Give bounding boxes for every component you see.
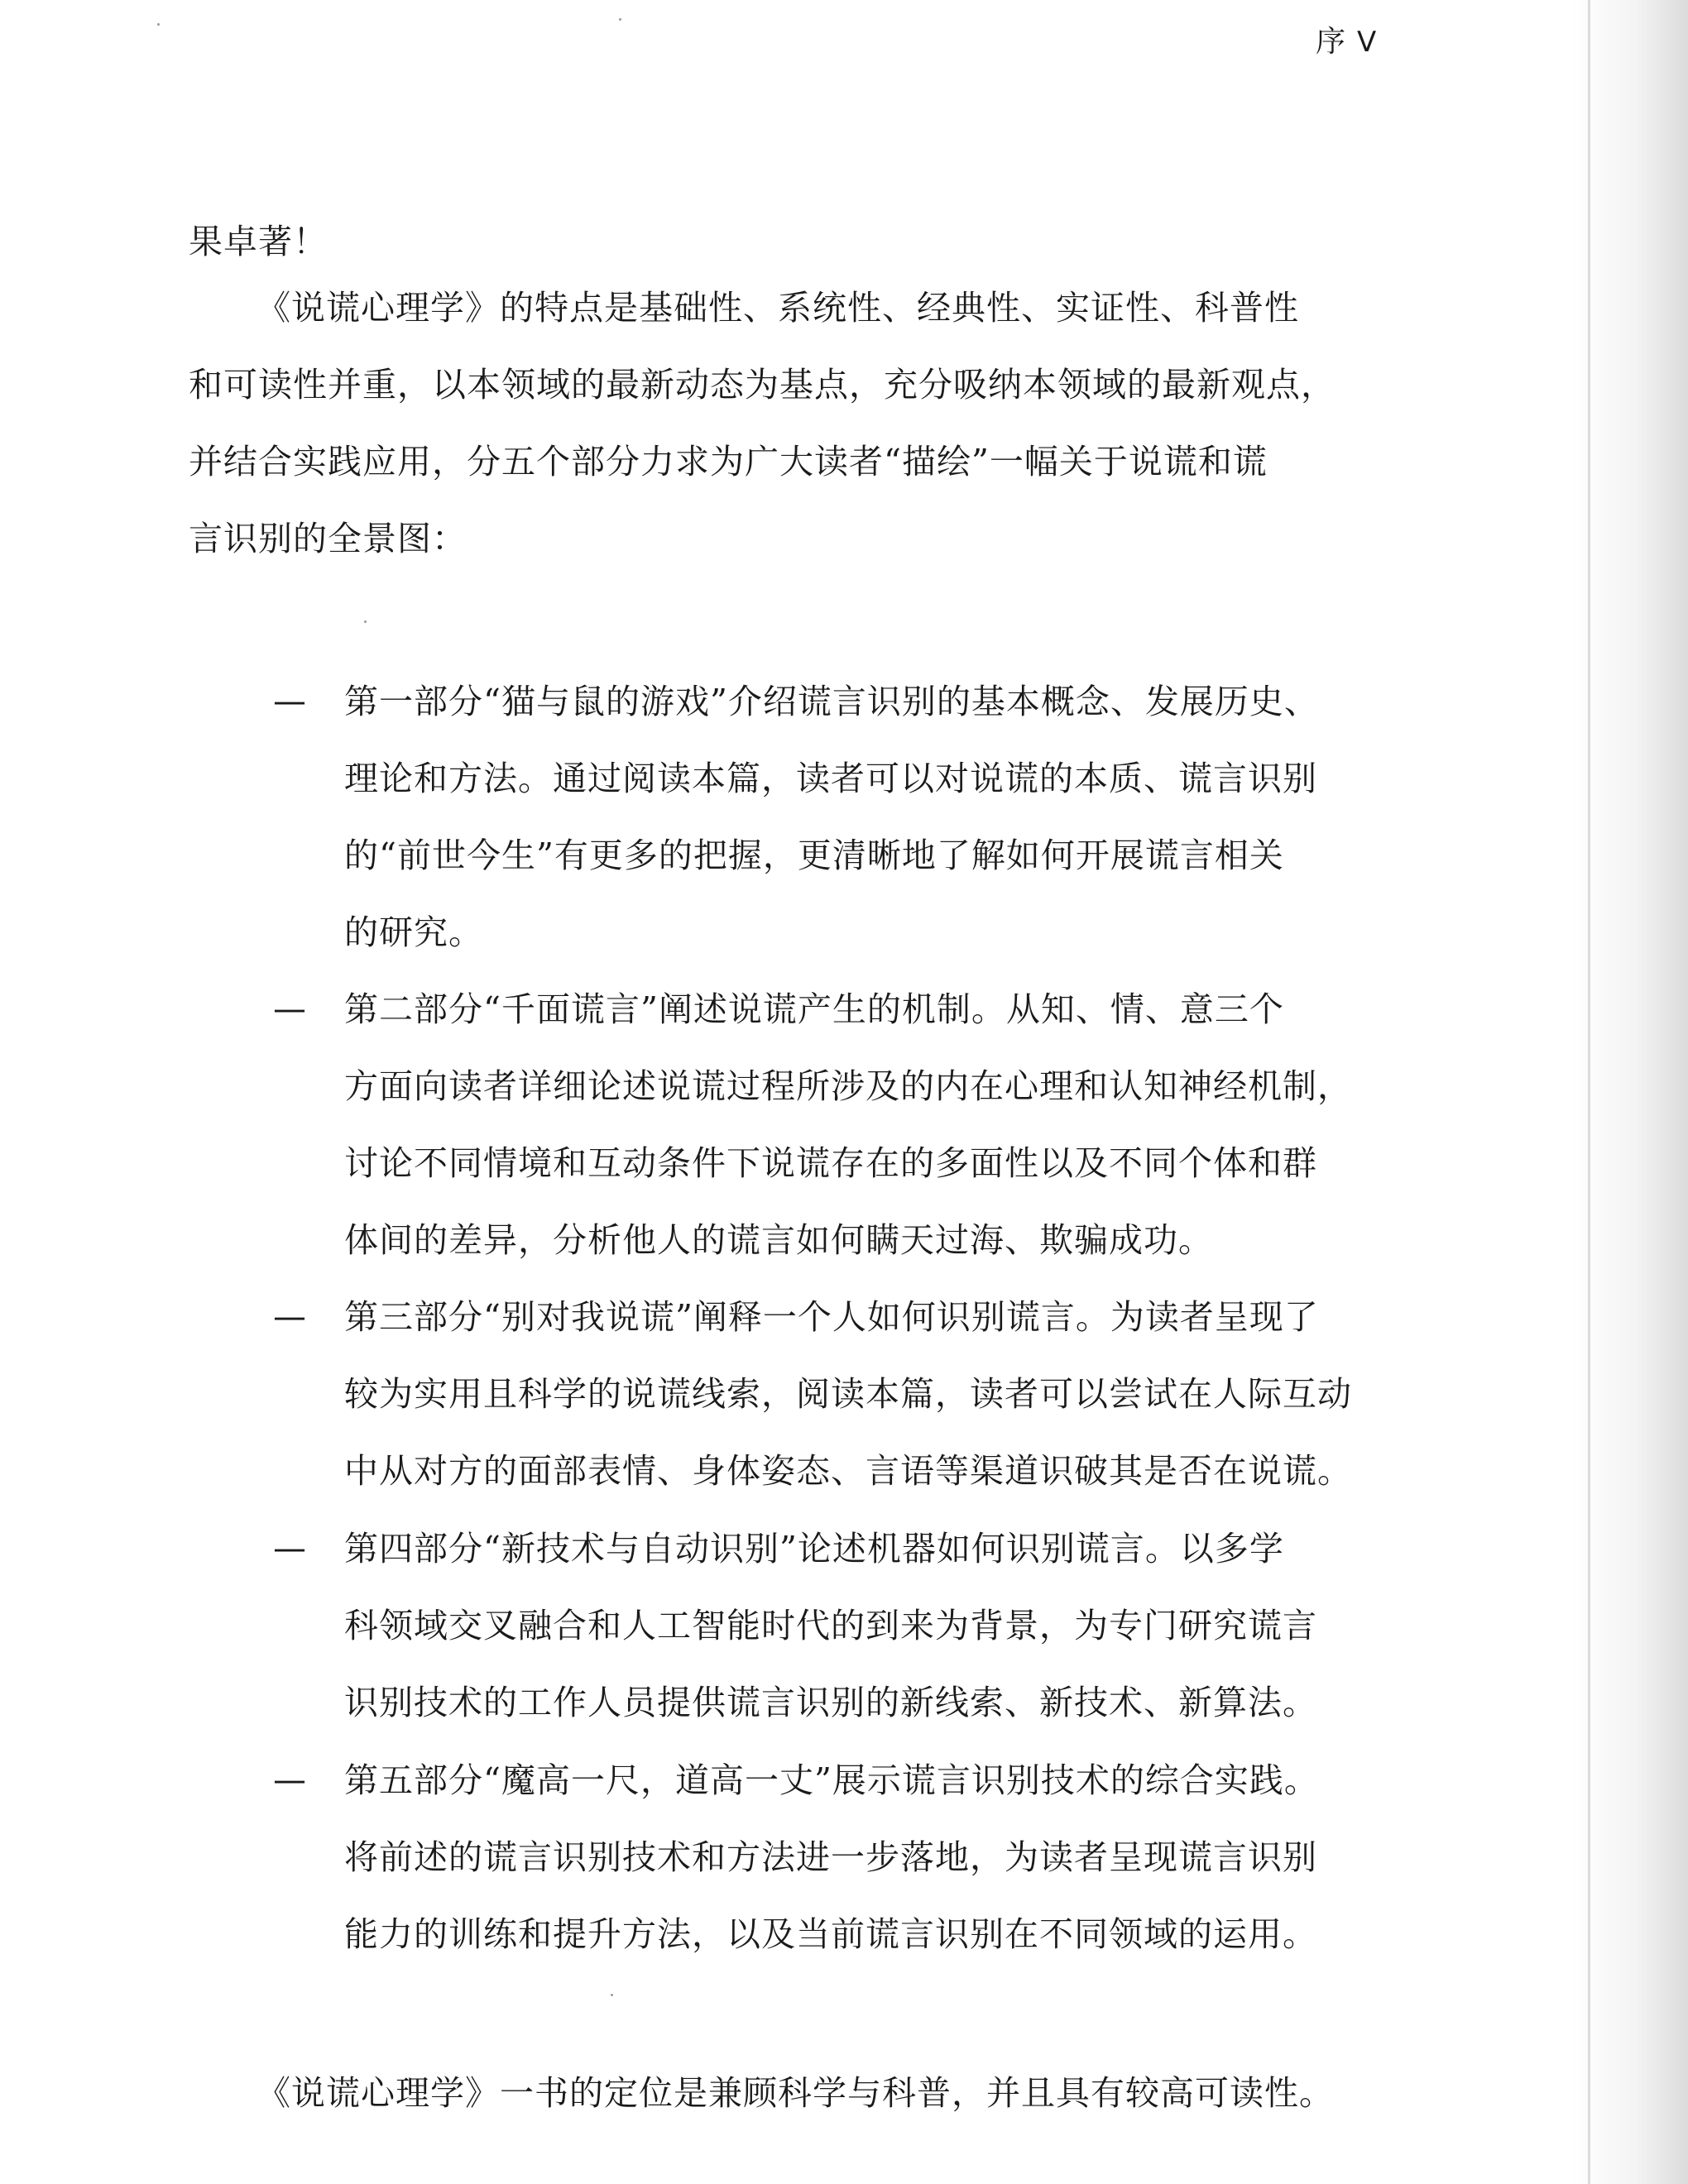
paragraph-line: 《说谎心理学》一书的定位是兼顾科学与科普，并且具有较高可读性。 — [257, 2073, 1334, 2113]
bullet-line: 将前述的谎言识别技术和方法进一步落地，为读者呈现谎言识别 — [344, 1837, 1317, 1877]
paragraph-line: 并结合实践应用，分五个部分力求为广大读者“描绘”一幅关于说谎和谎 — [189, 442, 1268, 481]
bullet-text — [344, 1511, 1436, 1741]
bullet-line: 识别技术的工作人员提供谎言识别的新线索、新技术、新算法。 — [344, 1683, 1317, 1722]
paragraph-3 — [189, 2055, 1430, 2132]
scan-speck — [619, 18, 621, 21]
bullet-line: 的“前世今生”有更多的把握，更清晰地了解如何开展谎言相关 — [344, 836, 1284, 875]
bullet-line: 方面向读者详细论述说谎过程所涉及的内在心理和认知神经机制， — [344, 1066, 1352, 1106]
bullet-dash: — — [273, 1530, 306, 1568]
bullet-line: 的研究。 — [344, 912, 483, 952]
paragraph-2 — [189, 270, 1430, 577]
running-header — [1316, 18, 1448, 60]
bullet-line: 第一部分“猫与鼠的游戏”介绍谎言识别的基本概念、发展历史、 — [344, 682, 1319, 721]
bullet-text — [344, 971, 1436, 1279]
header-section: 序 — [1316, 25, 1351, 59]
paragraph-line: 言识别的全景图： — [189, 519, 467, 558]
bullet-line: 第四部分“新技术与自动识别”论述机器如何识别谎言。以多学 — [344, 1529, 1284, 1569]
header-page-number: V — [1357, 26, 1382, 59]
bullet-line: 体间的差异，分析他人的谎言如何瞒天过海、欺骗成功。 — [344, 1220, 1213, 1260]
scan-speck — [364, 620, 367, 623]
bullet-text — [344, 663, 1436, 971]
bullet-line: 科领域交叉融合和人工智能时代的到来为背景，为专门研究谎言 — [344, 1606, 1317, 1645]
bullet-line: 理论和方法。通过阅读本篇，读者可以对说谎的本质、谎言识别 — [344, 759, 1317, 798]
bullet-line: 较为实用且科学的说谎线索，阅读本篇，读者可以尝试在人际互动 — [344, 1374, 1352, 1414]
bullet-line: 第二部分“千面谎言”阐述说谎产生的机制。从知、情、意三个 — [344, 989, 1284, 1029]
bullet-line: 能力的训练和提升方法，以及当前谎言识别在不同领域的运用。 — [344, 1914, 1317, 1954]
bullet-line: 讨论不同情境和互动条件下说谎存在的多面性以及不同个体和群 — [344, 1143, 1317, 1183]
bullet-dash: — — [273, 682, 306, 721]
bullet-line: 第五部分“魔高一尺，道高一丈”展示谎言识别技术的综合实践。 — [344, 1760, 1319, 1800]
binding-line — [1588, 0, 1590, 2184]
bullet-line: 中从对方的面部表情、身体姿态、言语等渠道识破其是否在说谎。 — [344, 1451, 1352, 1491]
paragraph-line: 果卓著！ — [189, 222, 328, 261]
bullet-text — [344, 1742, 1436, 1973]
bullet-line: 第三部分“别对我说谎”阐释一个人如何识别谎言。为读者呈现了 — [344, 1297, 1319, 1337]
bullet-text — [344, 1279, 1436, 1510]
bullet-dash: — — [273, 1761, 306, 1799]
bullet-dash: — — [273, 990, 306, 1028]
scan-speck — [611, 1994, 613, 1996]
scan-speck — [157, 23, 160, 26]
paragraph-line: 和可读性并重，以本领域的最新动态为基点，充分吸纳本领域的最新观点， — [189, 365, 1336, 405]
bullet-dash: — — [273, 1298, 306, 1336]
paragraph-line: 《说谎心理学》的特点是基础性、系统性、经典性、实证性、科普性 — [257, 288, 1299, 328]
